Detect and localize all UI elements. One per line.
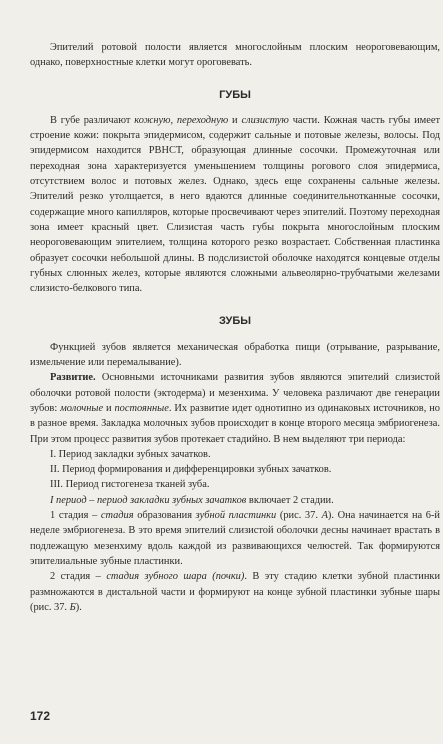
- development-paragraph: Развитие. Основными источниками развития зубов являются эпителий слизистой оболочки ротовой полости (эктодерма) и мезенхима. У человека различают две генерации зубов: молочные и постоянные. Их развитие идет однотипно из одинаковых источников, но в разное время. Закладка молочных зубов происходит в конце второго месяца эмбриогенеза. При этом процесс развития зубов протекает стадийно. В нем выделяют три периода:: [30, 372, 440, 445]
- stage-one-paragraph: 1 стадия – стадия образования зубной пластинки (рис. 37. А). Она начинается на 6-й неделе эмбриогенеза. В это время эпителий слизистой оболочки десны начинает врастать в подлежащую мезенхиму вдоль каждой из развивающихся челюстей. Так формируются эпителиальные зубные пластинки.: [30, 510, 440, 567]
- teeth-function-paragraph: Функцией зубов является механическая обработка пищи (отрывание, разрывание, измельчение или перемалывание).: [30, 341, 440, 369]
- period-item: II. Период формирования и дифференцировки зубных зачатков.: [50, 464, 332, 476]
- period-item: I. Период закладки зубных зачатков.: [50, 448, 211, 460]
- section-heading-lips: ГУБЫ: [219, 88, 251, 101]
- page-body: [30, 40, 440, 615]
- intro-paragraph: Эпителий ротовой полости является многослойным плоским неороговевающим, однако, поверхностные клетки могут ороговевать.: [30, 42, 440, 69]
- page-number: 172: [30, 709, 51, 723]
- stage-two-paragraph: 2 стадия – стадия зубного шара (почки). В эту стадию клетки зубной пластинки размножаются в дистальной части и формируют на конце зубной пластинки зубные шары (рис. 37. Б).: [30, 571, 441, 613]
- lips-paragraph: В губе различают кожную, переходную и слизистую части. Кожная часть губы имеет строение кожи: покрыта эпидермисом, содержит сальные и потовые железы, волосы. Под эпидермисом находится РВНСТ, образующая длинные сосочки. Промежуточная или переходная зона характеризуется уменьшением толщины рогового слоя эпидермиса, отсутствием волос и потовых желез. Однако, здесь еще сохранены сальные железы. Эпителий резко утолщается, в него вдаются длинные соединительнотканные сосочки, содержащие много капилляров, которые просвечивают через эпителий. Поэтому переходная зона имеет красный цвет. Слизистая часть губы покрыта многослойным плоским неороговевающим эпителием, толщина которого резко возрастает. Собственная пластинка образует сосочки небольшой длины. В подслизистой оболочке находятся концевые отделы губных слюнных желез, которые являются сложными альвеолярно-трубчатыми железами слизисто-белкового типа.: [30, 114, 440, 295]
- period-one-paragraph: I период – период закладки зубных зачатков включает 2 стадии.: [50, 494, 334, 506]
- section-heading-teeth: ЗУБЫ: [219, 315, 251, 328]
- period-item: III. Период гистогенеза тканей зуба.: [50, 479, 210, 491]
